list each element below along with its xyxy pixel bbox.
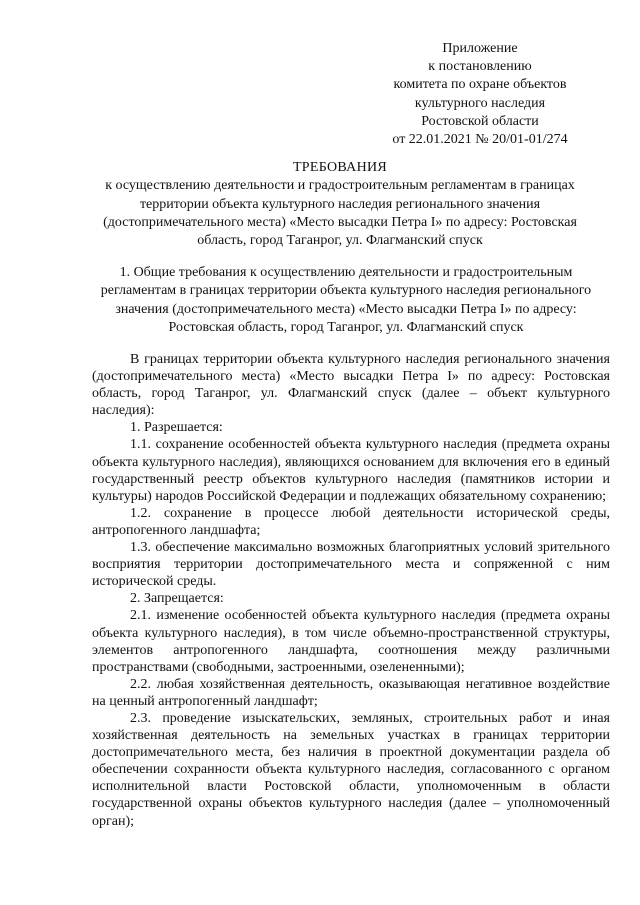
paragraph-2-1: 2.1. изменение особенностей объекта культурного наследия (предмета охраны объекта культурного наследия), в том числе объемно-пространственной структуры, элементов антропогенного ландшафта, соотношения между различными пространствами (свободными, застроенными, озелененными); (92, 608, 610, 675)
paragraph-2-2: 2.2. любая хозяйственная деятельность, оказывающая негативное воздействие на ценный антропогенный ландшафт; (92, 676, 610, 709)
annex-line: комитета по охране объектов (393, 77, 567, 93)
document-subtitle: к осуществлению деятельности и градостроительным регламентам в границах территории объекта культурного наследия регионального значения (достопримечательного места) «Место высадки Петра I» по адресу: Ростовская область, город Таганрог, ул. Флагманский спуск (103, 178, 577, 249)
paragraph-allowed-heading: 1. Разрешается: (130, 420, 223, 436)
paragraph-intro: В границах территории объекта культурного наследия регионального значения (достопримечательного места) «Место высадки Петра I» по адресу: Ростовская область, город Таганрог, ул. Флагманский спуск (далее – объект культурного наследия): (92, 352, 610, 419)
section-1-heading: 1. Общие требования к осуществлению деятельности и градостроительным регламентам в границах территории объекта культурного наследия регионального значения (достопримечательного места) «Место высадки Петра I» по адресу: Ростовская область, город Таганрог, ул. Флагманский спуск (100, 265, 592, 335)
annex-line: культурного наследия (414, 95, 546, 111)
paragraph-prohibited-heading: 2. Запрещается: (130, 591, 224, 607)
paragraph-2-3: 2.3. проведение изыскательских, земляных, строительных работ и иная хозяйственная деятельность на земельных участках в границах территории достопримечательного места, без наличия в проектной документации раздела об обеспечении сохранности объекта культурного наследия, согласованного с органом исполнительной власти Ростовской области, уполномоченным в области государственной охраны объектов культурного наследия (далее – уполномоченный орган); (92, 710, 610, 829)
paragraph-1-3: 1.3. обеспечение максимально возможных благоприятных условий зрительного восприятия территории достопримечательного места и сопряженной с ним исторической среды. (92, 540, 610, 590)
paragraph-1-2: 1.2. сохранение в процессе любой деятельности исторической среды, антропогенного ландшафта; (92, 505, 610, 538)
document-title: ТРЕБОВАНИЯ (292, 160, 388, 175)
annex-line: Приложение (442, 41, 518, 56)
annex-line: Ростовской области (421, 113, 539, 129)
document-body (92, 351, 610, 830)
annex-date-number: от 22.01.2021 № 20/01-01/274 (392, 132, 568, 148)
document-title-block (80, 159, 600, 250)
annex-block (360, 40, 600, 149)
annex-line: к постановлению (428, 59, 532, 75)
paragraph-1-1: 1.1. сохранение особенностей объекта культурного наследия (предмета охраны объекта культурного наследия), являющихся основанием для включения его в единый государственный реестр объектов культурного наследия (памятников истории и культуры) народов Российской Федерации и подлежащих обязательному сохранению; (92, 437, 610, 504)
